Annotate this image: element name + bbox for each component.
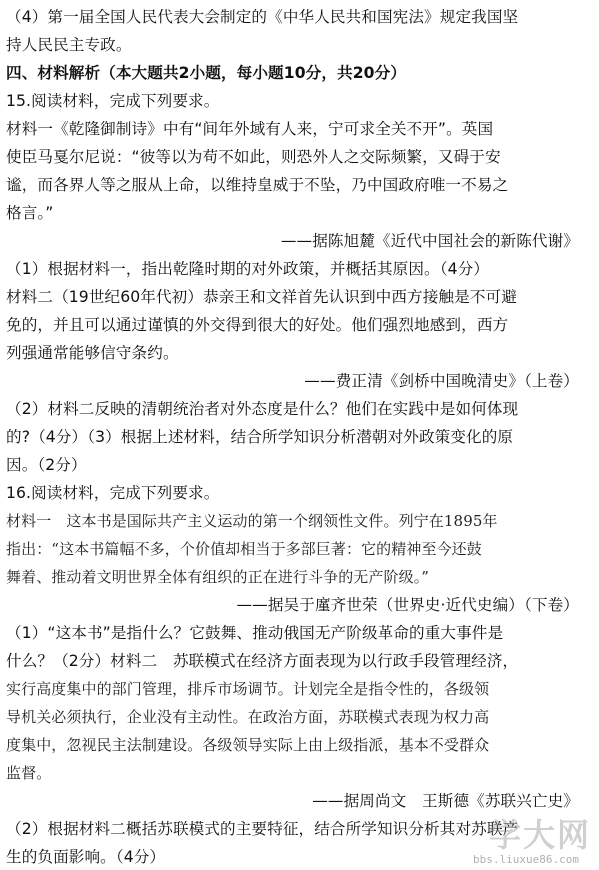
text-line: 材料一《乾隆御制诗》中有“间年外域有人来，宁可求全关不开”。英国: [6, 120, 494, 138]
text-line: 谧，而各界人等之服从上命，以维持皇威于不坠，乃中国政府唯一不易之: [6, 176, 509, 194]
watermark-url: bbs.liuxue86.com: [473, 853, 579, 866]
text-line: 舞着、推动着文明世界全体有组织的正在进行斗争的无产阶级。”: [6, 568, 430, 586]
text-line: 生的负面影响。（4分）: [6, 848, 166, 866]
text-line: 持人民民主专政。: [6, 36, 132, 54]
text-line: 导机关必须执行，企业没有主动性。在政治方面，苏联模式表现为权力高: [6, 708, 490, 726]
text-line: 的?（4分）（3）根据上述材料，结合所学知识分析潜朝对外政策变化的原: [6, 428, 514, 446]
text-line: （2）根据材料二概括苏联模式的主要特征，结合所学知识分析其对苏联产: [6, 820, 519, 838]
text-line: 使臣马戛尔尼说：“彼等以为苟不如此，则恐外人之交际频繁，又碍于安: [6, 148, 501, 166]
question-title: 16.阅读材料，完成下列要求。: [6, 484, 220, 502]
text-line: 什么？（2分）材料二 苏联模式在经济方面表现为以行政手段管理经济，: [6, 652, 519, 670]
text-line: 免的，并且可以通过谨慎的外交得到很大的好处。他们强烈地感到，西方: [6, 316, 509, 334]
text-line: 材料二（19世纪60年代初）恭亲王和文祥首先认识到中西方接触是不可避: [6, 288, 517, 306]
text-line: 度集中，忽视民主法制建设。各级领导实际上由上级指派，基本不受群众: [6, 736, 490, 754]
citation: ——据吴于廑齐世荣（世界史·近代史编）（下卷）: [236, 596, 579, 614]
text-line: （1）根据材料一，指出乾隆时期的对外政策，并概括其原因。（4分）: [6, 260, 490, 278]
text-line: 列强通常能够信守条约。: [6, 344, 179, 362]
citation: ——据陈旭麓《近代中国社会的新陈代谢》: [280, 232, 579, 250]
text-line: （4）第一届全国人民代表大会制定的《中华人民共和国宪法》规定我国坚: [6, 8, 519, 26]
citation: ——据周尚文 王斯德《苏联兴亡史》: [312, 792, 579, 810]
citation: ——费正清《剑桥中国晚清史》（上卷）: [304, 372, 579, 390]
text-line: 因。（2分）: [6, 456, 87, 474]
text-line: （2）材料二反映的清朝统治者对外态度是什么？他们在实践中是如何体现: [6, 400, 519, 418]
text-line: 格言。”: [6, 204, 54, 222]
text-line: （1）“这本书”是指什么？它鼓舞、推动俄国无产阶级革命的重大事件是: [6, 624, 504, 642]
section-heading: 四、材料解析（本大题共2小题，每小题10分，共20分）: [6, 64, 407, 82]
text-line: 监督。: [6, 764, 52, 782]
text-line: 指出：“这本书篇幅不多，个价值却相当于多部巨著：它的精神至今还鼓: [6, 540, 482, 558]
question-title: 15.阅读材料，完成下列要求。: [6, 92, 220, 110]
text-line: 实行高度集中的部门管理，排斥市场调节。计划完全是指令性的，各级领: [6, 680, 490, 698]
watermark-logo: 学大网: [488, 817, 591, 853]
text-line: 材料一 这本书是国际共产主义运动的第一个纲领性文件。列宁在1895年: [6, 512, 498, 530]
